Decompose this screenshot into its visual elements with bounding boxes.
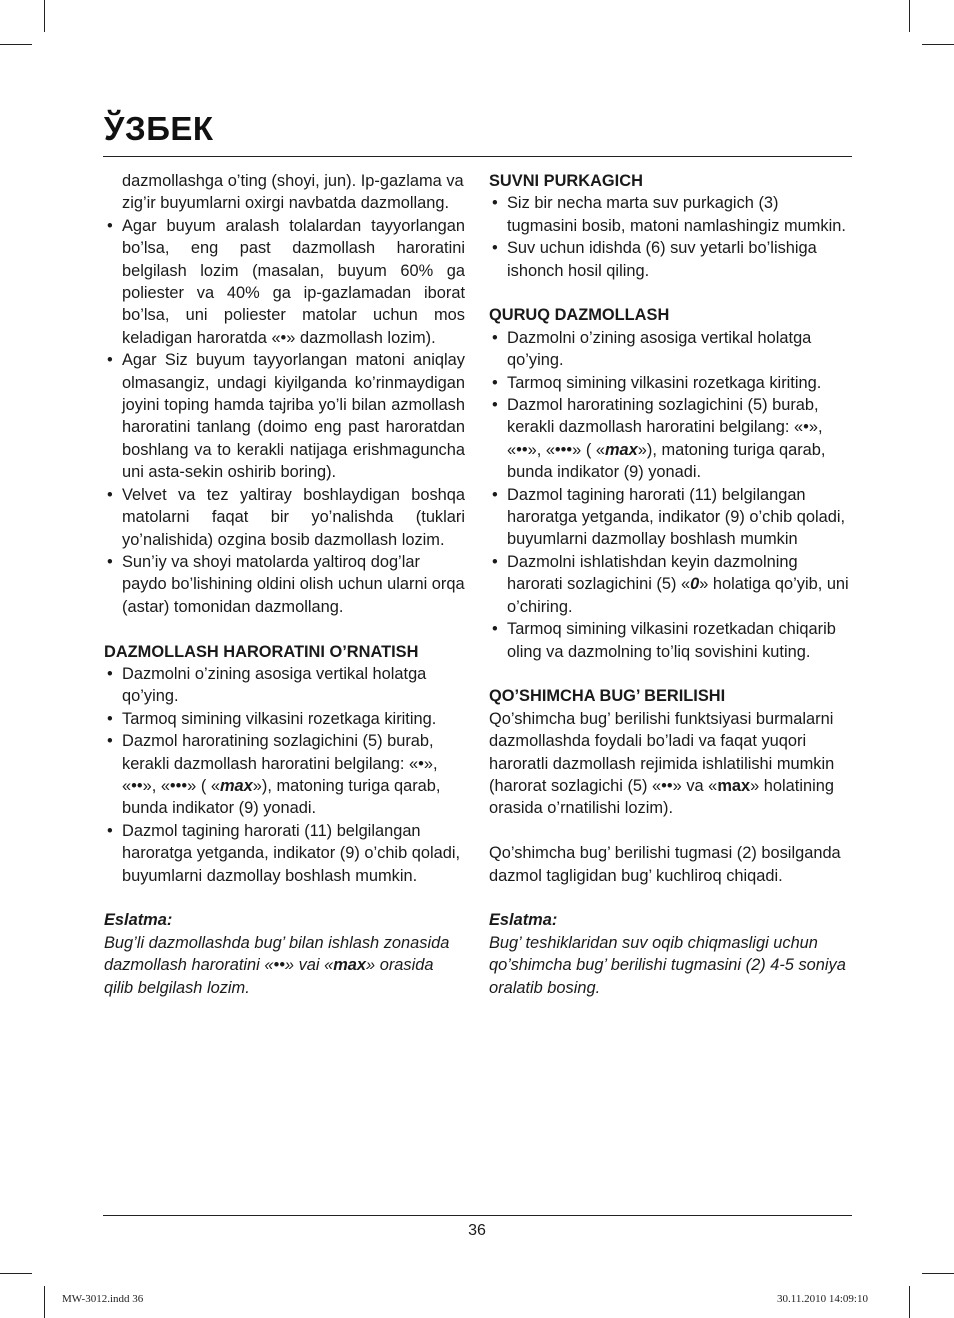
footer-rule <box>103 1215 852 1216</box>
list-item: • Agar buyum aralash tolalardan tayyorlangan bo’lsa, eng past dazmollash haroratini belgilash lozim (masalan, buyum 60% ga poliester va 40% ga ip-gazlamadan iborat bo’lsa, uni poliester matolar uchun mos keladigan haroratda «•» dazmollash lozim). <box>104 215 465 349</box>
temperature-setting-list <box>104 663 465 887</box>
list-item: • Sun’iy va shoyi matolarda yaltiroq dog’lar paydo bo’lishining oldini olish uchun ularni orqa (astar) tomonidan dazmollang. <box>104 551 465 618</box>
note-title: Eslatma: <box>489 911 558 930</box>
section-heading: QO’SHIMCHA BUG’ BERILISHI <box>489 687 726 706</box>
list-item: • Dazmolni ishlatishdan keyin dazmolning harorati sozlagichini (5) «0» holatiga qo’yib, uni o’chiring. <box>489 551 851 618</box>
list-item: • Agar Siz buyum tayyorlangan matoni aniqlay olmasangiz, undagi kiyilganda ko’rinmaydigan joyini toping hamda tajriba yo’li bilan azmollash haroratini tanlang (doimo eng past haroratdan boshlang va to kerakli natijaga erishmaguncha uni asta-sekin oshirib boring). <box>104 349 465 483</box>
list-item: • Tarmoq simining vilkasini rozetkadan chiqarib oling va dazmolning to’liq sovishini kuting. <box>489 618 851 663</box>
spray-list <box>489 192 851 282</box>
slug-date: 30.11.2010 14:09:10 <box>777 1293 868 1305</box>
paragraph: Qo’shimcha bug’ berilishi tugmasi (2) bosilganda dazmol tagligidan bug’ kuchliroq chiqadi. <box>489 844 841 885</box>
continuation-text: dazmollashga o’ting (shoyi, jun). Ip-gazlama va zig’ir buyumlarni oxirgi navbatda dazmollang. <box>122 172 464 213</box>
section-heading: DAZMOLLASH HARORATINI O’RNATISH <box>104 642 419 661</box>
paragraph: Qo’shimcha bug’ berilishi funktsiyasi burmalarni dazmollashda foydali bo’ladi va faqat yuqori haroratli dazmollash rejimida ishlatilishi mumkin (harorat sozlagichi (5) «••» va «max» holatining orasida o’rnatilishi lozim). <box>489 709 835 818</box>
list-item: • Dazmol tagining harorati (11) belgilangan haroratga yetganda, indikator (9) o’chib qoladi, buyumlarni dazmollay boshlash mumkin. <box>104 820 465 887</box>
dry-ironing-list <box>489 327 851 663</box>
list-item: • Velvet va tez yaltiray boshlaydigan boshqa matolarni faqat bir yo’nalishda (tuklari yo’nalishida) ozgina bosib dazmollash lozim. <box>104 484 465 551</box>
list-item: • Tarmoq simining vilkasini rozetkaga kiriting. <box>489 372 851 394</box>
page-title: ЎЗБЕК <box>104 110 214 147</box>
crop-mark <box>922 44 954 45</box>
header-rule <box>103 156 852 157</box>
slug-file: MW-3012.indd 36 <box>62 1293 144 1305</box>
crop-mark <box>909 0 910 32</box>
crop-mark <box>44 0 45 32</box>
left-column <box>104 170 465 999</box>
list-item: • Siz bir necha marta suv purkagich (3) tugmasini bosib, matoni namlashingiz mumkin. <box>489 192 851 237</box>
list-item: • Tarmoq simining vilkasini rozetkaga kiriting. <box>104 708 465 730</box>
list-item: • Suv uchun idishda (6) suv yetarli bo’lishiga ishonch hosil qiling. <box>489 237 851 282</box>
note-text: Bug’ teshiklaridan suv oqib chiqmasligi uchun qo’shimcha bug’ berilishi tugmasini (2) 4-5 soniya oralatib bosing. <box>489 933 846 997</box>
fabric-tips-list <box>104 215 465 618</box>
crop-mark <box>0 44 32 45</box>
list-item: • Dazmol tagining harorati (11) belgilangan haroratga yetganda, indikator (9) o’chib qoladi, buyumlarni dazmollay boshlash mumkin <box>489 484 851 551</box>
note-title: Eslatma: <box>104 911 173 930</box>
crop-mark <box>909 1286 910 1318</box>
list-item: • Dazmolni o’zining asosiga vertikal holatga qo’ying. <box>489 327 851 372</box>
crop-mark <box>0 1273 32 1274</box>
list-item: • Dazmol haroratining sozlagichini (5) burab, kerakli dazmollash haroratini belgilang: «•», «••», «•••» ( «max»), matoning turiga qarab, bunda indikator (9) yonadi. <box>489 394 851 484</box>
list-item: • Dazmolni o’zining asosiga vertikal holatga qo’ying. <box>104 663 465 708</box>
note-text: Bug’li dazmollashda bug’ bilan ishlash zonasida dazmollash haroratini «••» vai «max» orasida qilib belgilash lozim. <box>104 933 450 997</box>
page-number: 36 <box>468 1222 486 1239</box>
crop-mark <box>922 1273 954 1274</box>
list-item: • Dazmol haroratining sozlagichini (5) burab, kerakli dazmollash haroratini belgilang: «•», «••», «•••» ( «max»), matoning turiga qarab, bunda indikator (9) yonadi. <box>104 730 465 820</box>
section-heading: SUVNI PURKAGICH <box>489 172 643 190</box>
right-column <box>489 170 851 999</box>
crop-mark <box>44 1286 45 1318</box>
section-heading: QURUQ DAZMOLLASH <box>489 306 670 325</box>
